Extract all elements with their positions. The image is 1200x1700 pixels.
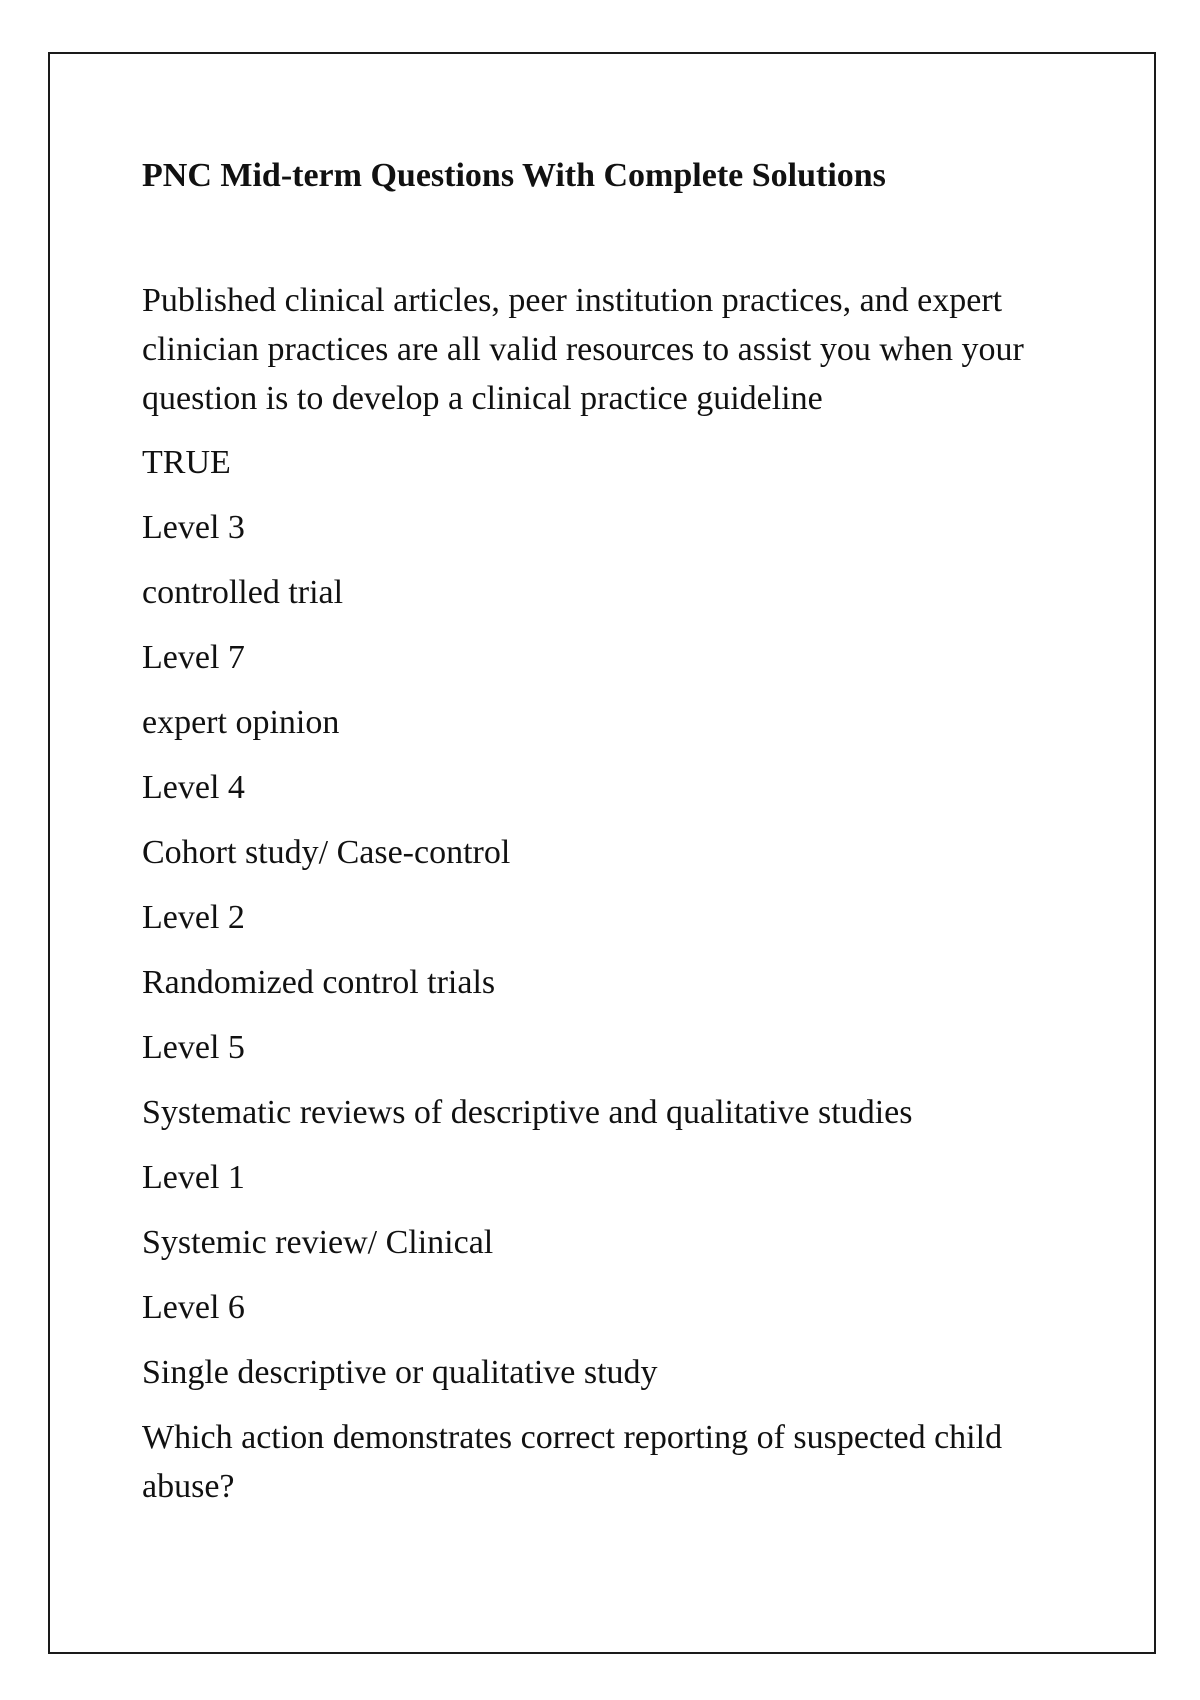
level-4-definition: Cohort study/ Case-control <box>142 834 511 871</box>
answer-true: TRUE <box>142 444 231 481</box>
child-abuse-question: Which action demonstrates correct reporting of suspected child abuse? <box>142 1419 1003 1505</box>
level-1-term: Level 1 <box>142 1159 245 1196</box>
level-1-definition: Systemic review/ Clinical <box>142 1224 494 1261</box>
level-4-term: Level 4 <box>142 769 245 806</box>
intro-question: Published clinical articles, peer institution practices, and expert clinician practices are all valid resources to assist you when your question is to develop a clinical practice guideline <box>142 282 1024 417</box>
document-content <box>142 152 1082 1527</box>
level-7-term: Level 7 <box>142 639 245 676</box>
level-2-definition: Randomized control trials <box>142 964 496 1001</box>
level-5-term: Level 5 <box>142 1029 245 1066</box>
level-6-definition: Single descriptive or qualitative study <box>142 1354 658 1391</box>
level-5-definition: Systematic reviews of descriptive and qualitative studies <box>142 1094 913 1131</box>
level-3-term: Level 3 <box>142 509 245 546</box>
level-3-definition: controlled trial <box>142 574 344 611</box>
level-7-definition: expert opinion <box>142 704 340 741</box>
level-6-term: Level 6 <box>142 1289 245 1326</box>
level-2-term: Level 2 <box>142 899 245 936</box>
document-title: PNC Mid-term Questions With Complete Solutions <box>142 157 886 194</box>
